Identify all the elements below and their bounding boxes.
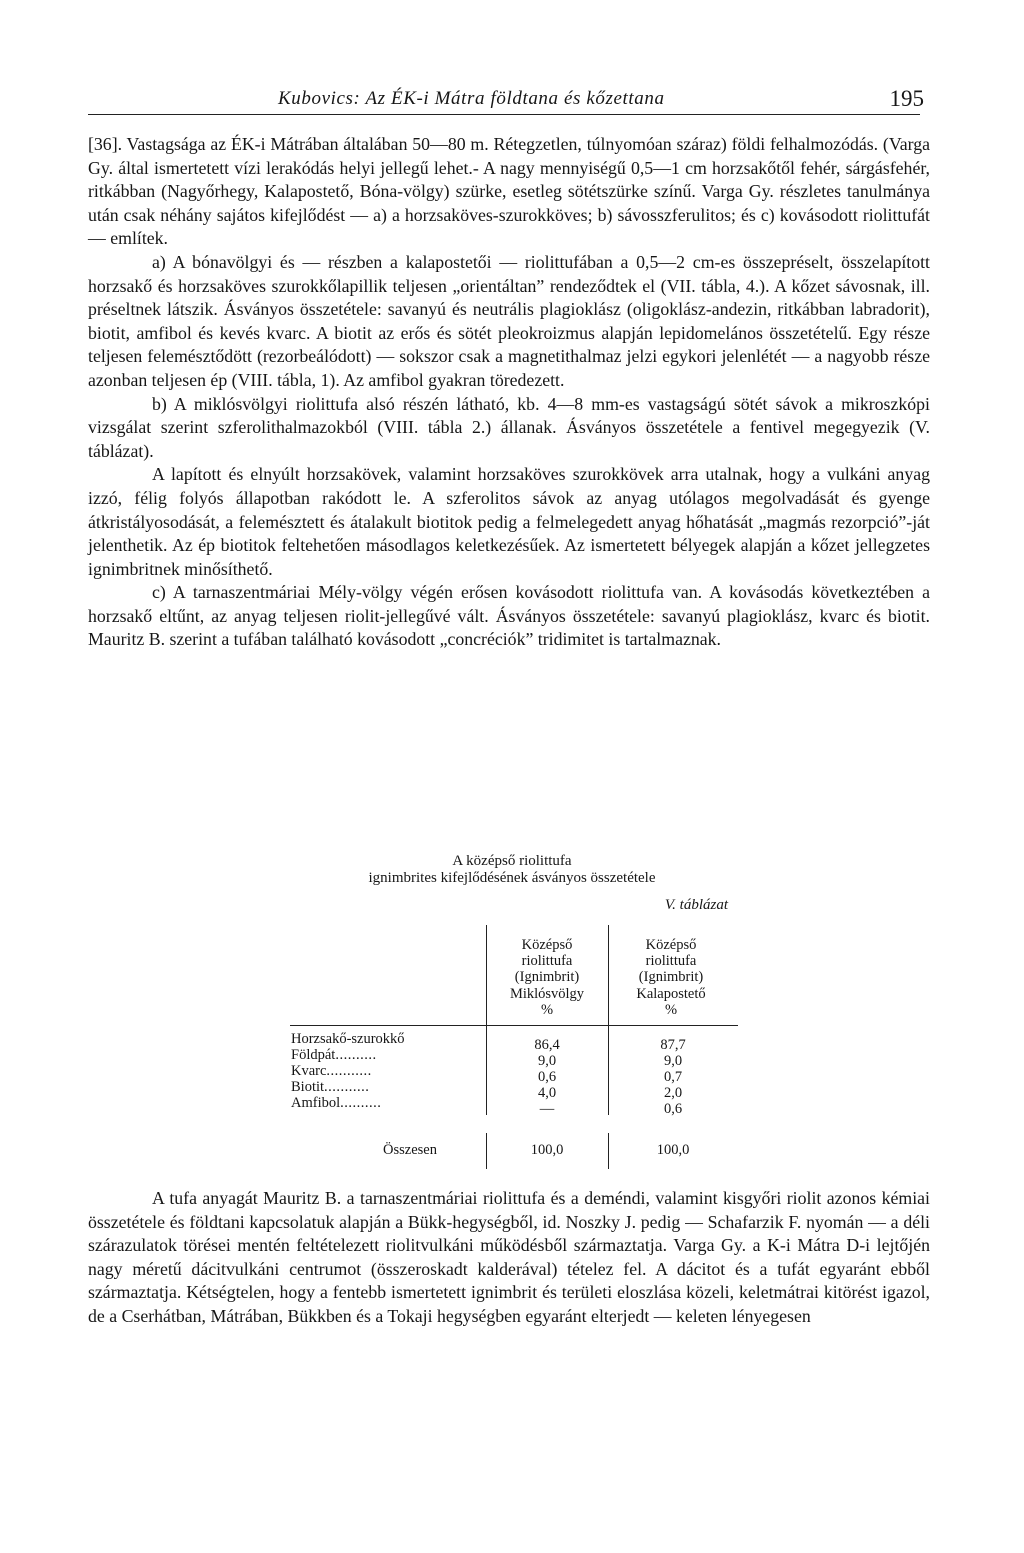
table-vline bbox=[608, 1027, 609, 1115]
row-label: Biotit........... bbox=[291, 1079, 370, 1095]
paragraph: [36]. Vastagsága az ÉK-i Mátrában általában 50—80 m. Rétegzetlen, túlnyomóan száraz) földi felhalmozódás. (Varga Gy. által ismertetett vízi lerakódás helyi jellegű lehet.- A nagy mennyiségű 0,5—1 cm horzsakőtől fehér, sárgásfehér, ritkábban (Nagyőrhegy, Kalapostető, Bóna-völgy) szürke, esetleg sötétszürke színű. Varga Gy. részletes tanulmánya után csak néhány sajátos kifejlődést — a) a horzsaköves-szurokköves; b) sávosszferulitos; és c) kovásodott riolittufát — említek. bbox=[88, 134, 930, 249]
table-vline bbox=[608, 925, 609, 1027]
paragraph: A lapított és elnyúlt horzsakövek, valamint horzsaköves szurokkövek arra utalnak, hogy a vulkáni anyag izzó, félig folyós állapotban rakódott le. A szferolitos sávok az anyag utólagos megolvadását és gyenge átkristályosodását, a felemésztett és átalakult biotitok pedig a felmelegedett anyag hőhatását „magmás rezorpció”-ját jelenthetik. Az ép biotitok feltehetően másodlagos keletkezésűek. Az ismertetett bélyegek alapján a kőzet jellegzetes ignimbritnek minősíthető. bbox=[88, 464, 930, 579]
table-vline bbox=[608, 1133, 609, 1169]
paragraph: A tufa anyagát Mauritz B. a tarnaszentmáriai riolittufa és a deméndi, valamint kisgyőri riolit azonos kémiai összetétele és földtani kapcsolatuk alapján a Bükk-hegységből, id. Noszky J. pedig — Schafarzik F. nyomán — a déli szárazulatok törései mentén feltételezett riolitvulkáni működésből származtatja. Varga Gy. a K-i Mátra D-i lejtőjén nagy méretű dácitvulkáni centrumot (összeroskadt kalderával) tételez fel. A dácitot és a tufát egyaránt ebből származtatja. Kétségtelen, hogy a fentebb ismertetett ignimbrit és területi eloszlása közeli, keletmátrai kitörést igazol, de a Cserhátban, Mátrában, Bükkben és a Tokaji hegységben egyaránt elterjedt — keleten lényegesen bbox=[88, 1188, 930, 1326]
table-cell: 9,0 bbox=[663, 1053, 683, 1069]
table-cell-total: 100,0 bbox=[530, 1142, 564, 1158]
row-label: Horzsakő-szurokkő bbox=[291, 1031, 405, 1047]
table-hline bbox=[290, 1025, 738, 1026]
paragraph: c) A tarnaszentmáriai Mély-völgy végén erősen kovásodott riolittufa van. A kovásodás következtében a horzsakő eltűnt, az anyag teljesen riolit-jellegűvé vált. Ásványos összetétele: savanyú plagioklász, kvarc és biotit. Mauritz B. szerint a tufában található kovásodott „concréciók” tridimitet is tartalmaznak. bbox=[88, 582, 930, 650]
page-number: 195 bbox=[889, 86, 924, 111]
header-rule bbox=[88, 114, 920, 115]
paragraph: a) A bónavölgyi és — részben a kalapostetői — riolittufában a 0,5—2 cm-es összepréselt, összelapított horzsakő és horzsaköves szurokkőlapillik teljesen „orientáltan” rendeződtek el (VII. tábla, 4.). A kőzet sávosnak, ill. préseltnek látszik. Ásványos összetétele: savanyú és neutrális plagioklász (oligoklász-andezin, ritkábban labradorit), biotit, amfibol és kevés kvarc. A biotit az erős és sötét pleokroizmus alapján lepidomelános összetételű. Egy része teljesen felemésztődött (rezorbeálódott) — sokszor csak a magnetithalmaz jelzi egykori jelenlétét — a nagyobb része azonban teljesen ép (VIII. tábla, 1). Az amfibol gyakran töredezett. bbox=[88, 251, 930, 390]
table-vline bbox=[486, 1027, 487, 1115]
table-caption-line-1: A középső riolittufa bbox=[452, 853, 572, 869]
row-label: Kvarc........... bbox=[291, 1063, 372, 1079]
table-cell: 2,0 bbox=[663, 1085, 683, 1101]
table-cell: 9,0 bbox=[537, 1053, 557, 1069]
table-cell: 0,6 bbox=[663, 1101, 683, 1117]
page-header bbox=[88, 80, 930, 120]
paragraph: b) A miklósvölgyi riolittufa alsó részén látható, kb. 4—8 mm-es vastagságú sötét sávok a mikroszkópi vizsgálat szerint szferolithalmazokból (VIII. tábla 2.) állanak. Ásványos összetétele a fentivel megegyezik (V. táblázat). bbox=[88, 393, 930, 461]
running-head: Kubovics: Az ÉK-i Mátra földtana és kőzettana bbox=[278, 88, 665, 109]
table-cell: 0,6 bbox=[537, 1069, 557, 1085]
table-vline bbox=[486, 1133, 487, 1169]
table-cell: 4,0 bbox=[537, 1085, 557, 1101]
table-cell: 87,7 bbox=[660, 1037, 686, 1053]
column-header-miklosvolgy: Középső riolittufa (Ignimbrit) Miklósvölgy % bbox=[509, 937, 585, 1018]
table-caption-line-2: ignimbrites kifejlődésének ásványos összetétele bbox=[368, 870, 656, 886]
row-label: Amfibol.......... bbox=[291, 1095, 382, 1111]
table-vline bbox=[486, 925, 487, 1027]
column-header-kalapostető: Középső riolittufa (Ignimbrit) Kalapostető % bbox=[636, 937, 706, 1018]
body-text-upper bbox=[88, 133, 930, 652]
total-label: Összesen bbox=[383, 1142, 437, 1158]
row-label: Földpát.......... bbox=[291, 1047, 377, 1063]
table-cell: 86,4 bbox=[534, 1037, 560, 1053]
table-cell-total: 100,0 bbox=[656, 1142, 690, 1158]
body-text-lower bbox=[88, 1187, 930, 1329]
table-cell: 0,7 bbox=[663, 1069, 683, 1085]
table-label: V. táblázat bbox=[664, 897, 728, 913]
table-cell: — bbox=[539, 1101, 555, 1117]
